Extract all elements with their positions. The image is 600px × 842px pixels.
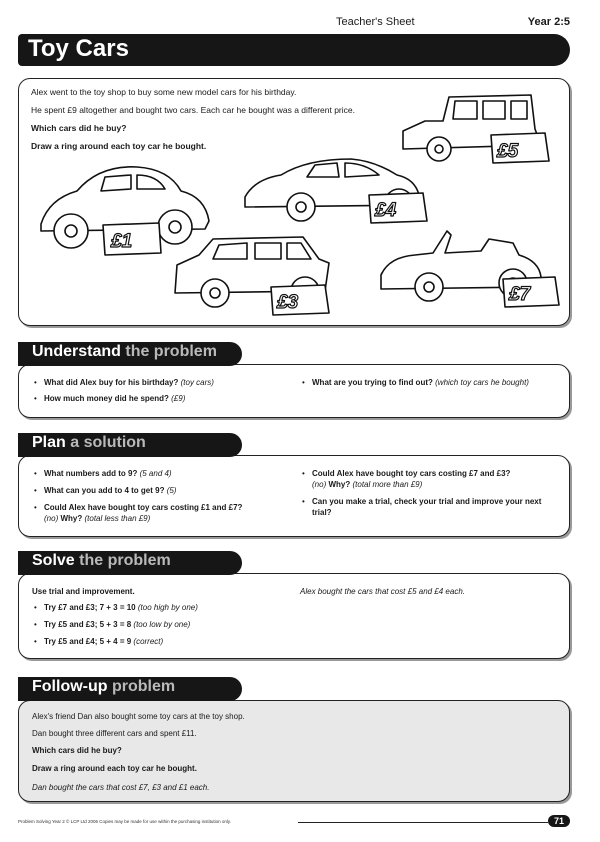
understand-item-3: • What are you trying to find out? (which toy cars he bought): [302, 377, 552, 388]
solve-answer: Alex bought the cars that cost £5 and £4 each.: [300, 587, 465, 596]
followup-title-light: problem: [111, 678, 176, 695]
story-instruction: Draw a ring around each toy car he bought.: [31, 141, 207, 151]
solve-lead: Use trial and improvement.: [32, 587, 135, 596]
solve-trial-1: • Try £7 and £3; 7 + 3 = 10 (too high by one): [34, 602, 294, 613]
solve-title-strong: Solve: [32, 552, 75, 569]
story-question: Which cars did he buy?: [31, 123, 127, 133]
plan-item-4: • Could Alex have bought toy cars costing £7 and £3? (no) Why? (total more than £9): [302, 468, 558, 490]
understand-header: [18, 342, 242, 366]
followup-title-strong: Follow-up: [32, 678, 108, 695]
plan-item-5: • Can you make a trial, check your trial and improve your next trial?: [302, 496, 558, 518]
car-jeep[interactable]: [403, 95, 549, 163]
price-tag-estate: £3: [277, 292, 299, 313]
price-tag-beetle: £1: [111, 231, 133, 252]
cars-illustration: [19, 79, 571, 327]
sheet-label: Teacher's Sheet: [336, 16, 415, 28]
followup-answer: Dan bought the cars that cost £7, £3 and £1 each.: [32, 783, 210, 792]
story-box: [18, 78, 570, 326]
understand-item-1: • What did Alex buy for his birthday? (toy cars): [34, 377, 284, 388]
car-sports[interactable]: [245, 159, 427, 223]
car-estate[interactable]: [175, 237, 329, 315]
plan-title-light: a solution: [70, 434, 146, 451]
followup-instruction: Draw a ring around each toy car he bought.: [32, 764, 197, 773]
footer-rule: [298, 822, 548, 823]
footer-copyright: Problem Solving Year 2 © LCP Ltd 2006 Copies may be made for use within the purchasing institution only.: [18, 819, 232, 824]
page-number: 71: [548, 815, 570, 827]
plan-item-2: • What can you add to 4 to get 9? (5): [34, 485, 284, 496]
plan-item-3: • Could Alex have bought toy cars costing £1 and £7? (no) Why? (total less than £9): [34, 502, 292, 524]
followup-line-2: Dan bought three different cars and spent £11.: [32, 729, 197, 738]
understand-box: [18, 364, 570, 418]
story-line-1: Alex went to the toy shop to buy some new model cars for his birthday.: [31, 87, 297, 97]
price-tag-sports: £4: [375, 200, 397, 221]
solve-title-light: the problem: [79, 552, 171, 569]
plan-title-strong: Plan: [32, 434, 66, 451]
followup-line-1: Alex's friend Dan also bought some toy cars at the toy shop.: [32, 712, 245, 721]
title-bar: [18, 34, 570, 66]
followup-header: [18, 677, 242, 701]
plan-header: [18, 433, 242, 457]
year-label: Year 2:5: [527, 16, 570, 28]
understand-title-light: the problem: [125, 343, 217, 360]
price-tag-convertible: £7: [509, 284, 531, 305]
solve-trial-3: • Try £5 and £4; 5 + 4 = 9 (correct): [34, 636, 294, 647]
understand-item-2: • How much money did he spend? (£9): [34, 393, 284, 404]
followup-question: Which cars did he buy?: [32, 746, 122, 755]
plan-item-1: • What numbers add to 9? (5 and 4): [34, 468, 284, 479]
car-beetle[interactable]: [41, 167, 209, 255]
story-line-2: He spent £9 altogether and bought two cars. Each car he bought was a different price.: [31, 105, 355, 115]
price-tag-jeep: £5: [497, 141, 519, 162]
car-convertible[interactable]: [381, 231, 559, 307]
understand-title-strong: Understand: [32, 343, 121, 360]
solve-trial-2: • Try £5 and £3; 5 + 3 = 8 (too low by one): [34, 619, 294, 630]
page-title: Toy Cars: [28, 35, 129, 62]
solve-header: [18, 551, 242, 575]
